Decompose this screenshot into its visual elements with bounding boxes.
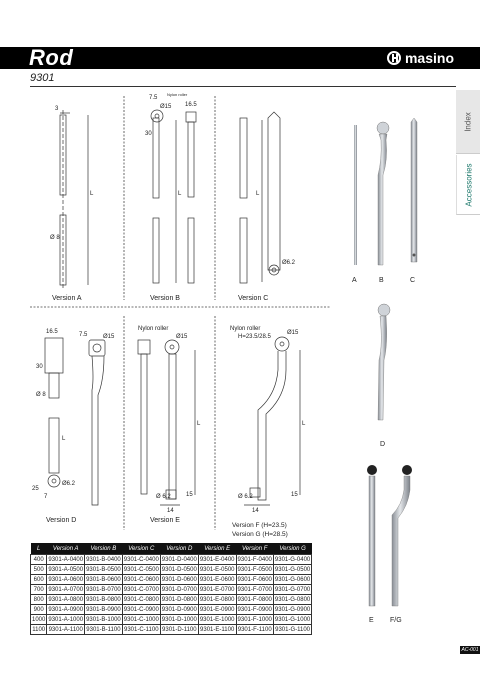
tab-accessories[interactable]: Accessories (456, 155, 480, 215)
col-header: Version D (160, 543, 198, 555)
drawing-version-c (240, 112, 280, 283)
tab-index[interactable]: Index (456, 90, 480, 154)
dim-e-nylon: Nylon roller (138, 326, 169, 332)
caption-version-a: Version A (52, 295, 82, 302)
caption-version-c: Version C (238, 295, 269, 302)
table-row (31, 595, 312, 605)
part-number-cell: 9301-E-0400 (199, 556, 235, 563)
table-row (31, 625, 312, 635)
part-number-cell: 9301-A-0700 (48, 586, 84, 593)
length-cell: 500 (31, 565, 47, 575)
part-number-cell: 9301-A-0400 (48, 556, 84, 563)
table-row (31, 605, 312, 615)
part-number-cell: 9301-E-0700 (199, 586, 235, 593)
part-number-cell: 9301-E-1000 (199, 616, 235, 623)
caption-version-g: Version G (H=28.5) (232, 531, 288, 538)
dim-a-length: L (90, 191, 94, 197)
part-number-cell: 9301-F-0800 (237, 596, 272, 603)
drawing-version-fg (244, 337, 300, 505)
dim-e-15: 15 (186, 492, 193, 498)
part-number-cell: 9301-F-0500 (237, 566, 272, 573)
dim-e-dia: Ø15 (176, 334, 188, 340)
dim-b-nylon: Nylon roller (167, 92, 188, 97)
dim-d-bottom: 25 (32, 486, 39, 492)
part-number-cell: 9301-F-1100 (237, 626, 272, 633)
drawing-version-d (45, 338, 105, 505)
dim-e-length: L (197, 421, 201, 427)
caption-version-e: Version E (150, 517, 180, 524)
photo-label-d: D (380, 441, 386, 448)
part-number-cell: 9301-B-0600 (86, 576, 121, 583)
part-number-cell: 9301-G-1100 (275, 626, 311, 633)
dim-b-w1: 7.5 (149, 95, 158, 101)
dim-a-dia: Ø 8 (50, 235, 60, 241)
part-number-cell: 9301-A-0600 (48, 576, 84, 583)
part-number-cell: 9301-D-0800 (161, 596, 197, 603)
dim-d-h: 30 (36, 364, 43, 370)
part-number-cell: 9301-E-0500 (199, 566, 235, 573)
dim-d-rod: Ø 8 (36, 392, 46, 398)
drawing-version-b (151, 110, 196, 283)
col-header: Version F (236, 543, 273, 555)
part-number-cell: 9301-A-0800 (48, 596, 84, 603)
photo-label-a: A (352, 277, 357, 284)
part-number-cell: 9301-G-0700 (274, 586, 311, 593)
table-row (31, 555, 312, 565)
part-number-cell: 9301-C-0900 (123, 606, 159, 613)
part-number-cell: 9301-F-0600 (237, 576, 272, 583)
part-number-cell: 9301-G-1000 (274, 616, 311, 623)
part-number-cell: 9301-B-0500 (86, 566, 121, 573)
dim-c-length: L (256, 191, 260, 197)
part-number-cell: 9301-D-0900 (161, 606, 197, 613)
part-number-cell: 9301-F-0400 (237, 556, 272, 563)
table-row (31, 575, 312, 585)
dim-d-w2: 7.5 (79, 332, 88, 338)
dim-b-h: 30 (145, 131, 152, 137)
photo-rod-a (354, 125, 357, 265)
part-number-cell: 9301-B-0900 (86, 606, 121, 613)
dim-fg-hole: Ø 6.2 (238, 494, 253, 500)
part-number-cell: 9301-D-0400 (161, 556, 197, 563)
col-header: L (31, 543, 47, 555)
page-title: Rod (29, 45, 74, 70)
col-header: Version B (85, 543, 123, 555)
dim-fg-length: L (302, 421, 306, 427)
caption-version-b: Version B (150, 295, 180, 302)
dim-fg-nylon: Nylon roller (230, 326, 261, 332)
dim-d-w1: 16.5 (46, 329, 58, 335)
dim-e-14: 14 (167, 508, 174, 514)
dim-fg-h: H=23.5/28.5 (238, 334, 271, 340)
part-number-cell: 9301-G-0600 (274, 576, 311, 583)
caption-version-d: Version D (46, 517, 77, 524)
length-cell: 700 (31, 585, 47, 595)
part-number-cell: 9301-E-0800 (199, 596, 235, 603)
photo-rod-d (378, 304, 390, 420)
photo-label-c: C (410, 277, 416, 284)
col-header: Version C (122, 543, 160, 555)
dim-b-dia: Ø15 (160, 104, 172, 110)
caption-version-f: Version F (H=23.5) (232, 522, 287, 529)
part-number-cell: 9301-G-0400 (274, 556, 311, 563)
length-cell: 900 (31, 605, 47, 615)
col-header: Version G (273, 543, 311, 555)
part-number-cell: 9301-B-0800 (86, 596, 121, 603)
part-number-cell: 9301-A-0500 (48, 566, 84, 573)
table-header-row (31, 543, 312, 555)
dim-b-w2: 16.5 (185, 102, 197, 108)
length-cell: 1000 (32, 616, 46, 623)
dim-c-hole: Ø6.2 (282, 260, 296, 266)
col-header: Version A (47, 543, 85, 555)
table-row (31, 565, 312, 575)
drawing-version-e (138, 340, 195, 505)
part-number-cell: 9301-C-1000 (123, 616, 159, 623)
part-number-cell: 9301-C-0700 (123, 586, 159, 593)
dim-d-length: L (62, 436, 66, 442)
photo-label-fg: F/G (390, 617, 402, 624)
part-number-cell: 9301-C-0800 (123, 596, 159, 603)
photo-rod-b (377, 122, 389, 265)
part-number-cell: 9301-C-0400 (123, 556, 159, 563)
col-header: Version E (198, 543, 236, 555)
length-cell: 400 (31, 555, 47, 565)
part-number-cell: 9301-E-0900 (199, 606, 235, 613)
product-photos (354, 118, 417, 606)
dim-e-hole: Ø 6.2 (156, 494, 171, 500)
part-number-cell: 9301-D-0700 (161, 586, 197, 593)
part-number-cell: 9301-F-0700 (237, 586, 272, 593)
dim-d-dia: Ø15 (103, 334, 115, 340)
part-number-cell: 9301-A-0900 (48, 606, 84, 613)
part-number-cell: 9301-E-1100 (200, 626, 235, 633)
part-number-cell: 9301-D-1000 (161, 616, 197, 623)
part-number-cell: 9301-B-1000 (86, 616, 121, 623)
part-number-cell: 9301-C-1100 (123, 626, 159, 633)
photo-rod-c (411, 118, 417, 262)
length-cell: 800 (31, 595, 47, 605)
part-number-cell: 9301-D-0600 (161, 576, 197, 583)
dim-a-top: 3 (55, 106, 59, 112)
photo-rod-fg (392, 465, 412, 606)
part-number-cell: 9301-E-0600 (199, 576, 235, 583)
drawing-version-a (60, 110, 88, 290)
dim-fg-14: 14 (252, 508, 259, 514)
part-number-cell: 9301-D-1100 (162, 626, 197, 633)
part-number-cell: 9301-F-1000 (237, 616, 272, 623)
part-number-cell: 9301-D-0500 (161, 566, 197, 573)
part-number-cell: 9301-G-0900 (274, 606, 311, 613)
part-number-table (30, 543, 312, 635)
panel-dividers (30, 96, 330, 530)
part-number-cell: 9301-C-0500 (123, 566, 159, 573)
dim-fg-15: 15 (291, 492, 298, 498)
part-number-cell: 9301-A-1100 (48, 626, 83, 633)
dim-d-hole: Ø6.2 (62, 481, 76, 487)
photo-label-e: E (369, 617, 374, 624)
part-number-cell: 9301-G-0500 (274, 566, 311, 573)
length-cell: 600 (31, 575, 47, 585)
part-number-cell: 9301-F-0900 (237, 606, 272, 613)
photo-label-b: B (379, 277, 384, 284)
table-row (31, 585, 312, 595)
dim-fg-dia: Ø15 (287, 330, 299, 336)
page-number: AC-001 (461, 647, 479, 653)
photo-rod-e (367, 465, 377, 606)
length-cell: 1100 (32, 626, 46, 633)
dim-d-b2: 7 (44, 494, 48, 500)
brand-name: masino (404, 50, 454, 66)
table-row (31, 615, 312, 625)
part-number-cell: 9301-B-0400 (86, 556, 121, 563)
part-number-cell: 9301-B-0700 (86, 586, 121, 593)
part-number-cell: 9301-B-1100 (86, 626, 121, 633)
dim-b-length: L (178, 191, 182, 197)
model-number: 9301 (30, 72, 55, 84)
part-number-cell: 9301-C-0600 (123, 576, 159, 583)
part-number-cell: 9301-A-1000 (48, 616, 84, 623)
part-number-cell: 9301-G-0800 (274, 596, 311, 603)
